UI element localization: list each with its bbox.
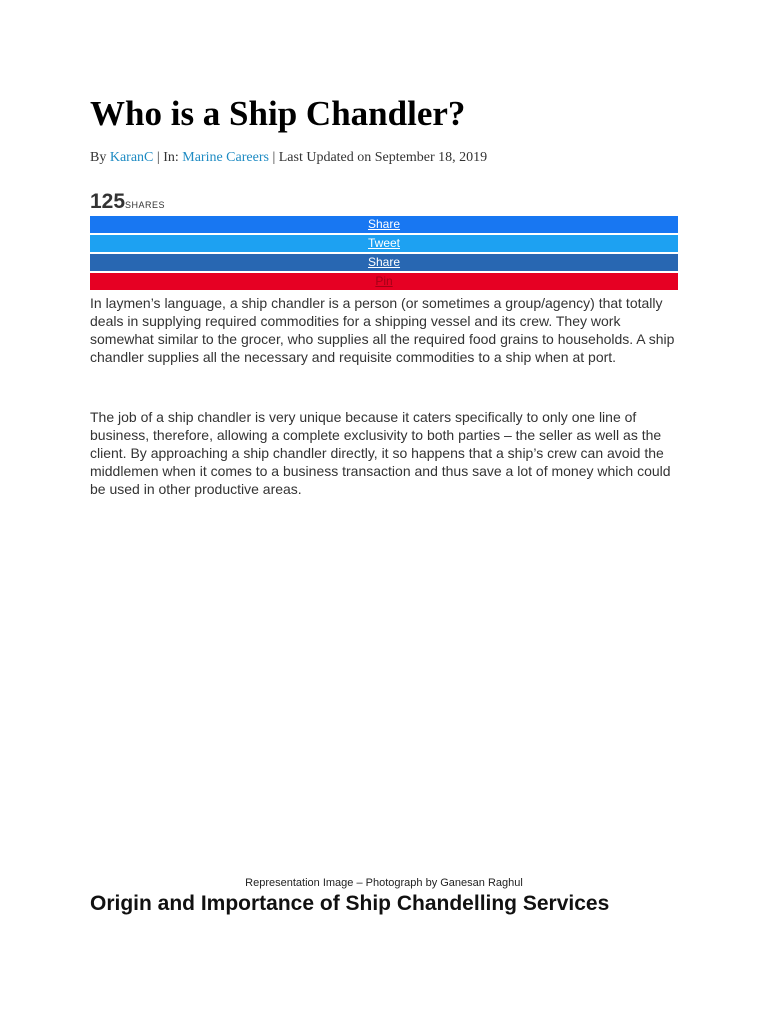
paragraph-job: The job of a ship chandler is very unique because it caters specifically to only one line of business, therefore, allowing a complete exclusivity to both parties – the seller as well as the client. By approaching a ship chandler directly, it so happens that a ship’s crew can avoid the middlemen when it comes to a business transaction and thus save a lot of money which could be used in other productive areas. (90, 409, 671, 497)
pinterest-pin-button[interactable]: Pin (90, 273, 678, 290)
article-title: Who is a Ship Chandler? (90, 94, 466, 133)
share-buttons (90, 216, 678, 292)
paragraph-intro: In laymen’s language, a ship chandler is a person (or sometimes a group/agency) that totally deals in supplying required commodities for a shipping vessel and its crew. They work somewhat similar to the grocer, who supplies all the required food grains to households. A ship chandler supplies all the necessary and requisite commodities to a ship when at port. (90, 295, 675, 365)
article-meta (90, 149, 487, 167)
share-count (90, 190, 165, 214)
category-link[interactable]: Marine Careers (182, 150, 269, 165)
category-separator: | In: (156, 150, 179, 165)
author-link[interactable]: KaranC (109, 150, 154, 165)
linkedin-share-button[interactable]: Share (90, 254, 678, 271)
image-caption: Representation Image – Photograph by Ganesan Raghul (245, 877, 523, 889)
facebook-share-button[interactable]: Share (90, 216, 678, 233)
twitter-tweet-button[interactable]: Tweet (90, 235, 678, 252)
section-heading: Origin and Importance of Ship Chandelling Services (90, 892, 610, 915)
share-count-label: SHARES (125, 200, 166, 210)
last-updated: | Last Updated on September 18, 2019 (272, 150, 488, 165)
share-count-number: 125 (90, 190, 126, 213)
by-label: By (90, 150, 107, 165)
